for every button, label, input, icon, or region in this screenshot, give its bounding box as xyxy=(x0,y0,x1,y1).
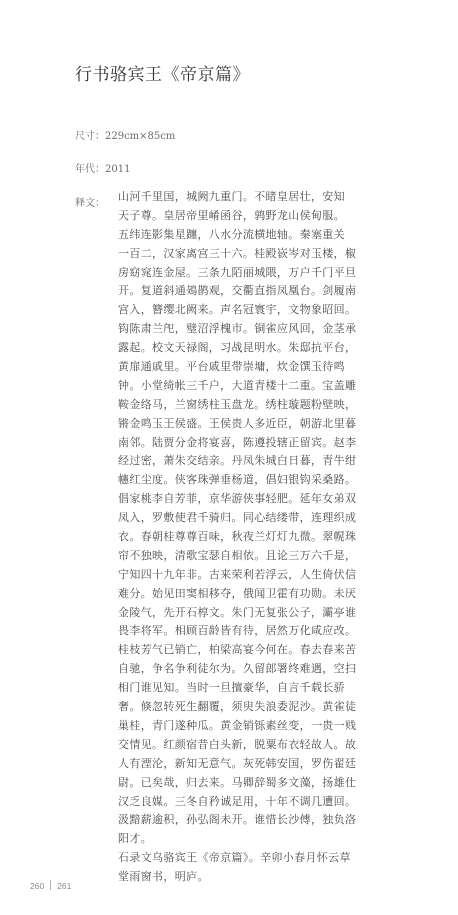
transcription-line: 幰红尘度。侠客珠弹垂杨道，倡妇银钩采桑路。 xyxy=(118,473,357,487)
transcription-line: 凤入，罗敷使君千骑归。同心结缕带，连理织成 xyxy=(118,511,357,525)
transcription-line: 难分。始见田窦相移夺，俄闻卫霍有功勋。未厌 xyxy=(118,586,357,600)
transcription-line: 相门谁见知。当时一旦擅豪华，自言千载长骄 xyxy=(118,681,345,695)
transcription-line: 鞍金络马，兰窗绣柱玉盘龙。绣柱璇题粉壁映， xyxy=(118,397,357,411)
transcription-line: 衣。春朝桂尊尊百味，秋夜兰灯灯九微。翠幌珠 xyxy=(118,530,357,544)
page-number-left: 260 xyxy=(30,881,45,891)
transcription-line: 金陵气，先开石椁文。朱门无复张公子，灞亭谁 xyxy=(118,605,357,619)
transcription-line: 阳才。 xyxy=(118,832,153,846)
page-numbers xyxy=(30,880,71,891)
transcription-line: 尉。已矣哉，归去来。马卿辞蜀多文藻，扬雄仕 xyxy=(118,775,357,789)
transcription-line: 宁知四十九年非。古来荣利若浮云，人生倚伏信 xyxy=(118,567,357,581)
year-text: 年代：2011 xyxy=(75,164,131,175)
transcription-line: 钟。小堂绮帐三千户，大道青楼十二重。宝盖雕 xyxy=(118,378,357,392)
transcription-line: 倡家桃李自芳菲，京华游侠事轻肥。延年女弟双 xyxy=(118,492,357,506)
transcription-line: 露起。校文天禄阁，习战昆明水。朱邸抗平台， xyxy=(118,341,357,355)
transcription-line: 奢。倏忽转死生翻覆，须臾失浪委泥沙。黄雀徒 xyxy=(118,700,357,714)
dimensions-text: 尺寸：229cm×85cm xyxy=(75,131,176,142)
transcription-line: 五纬连影集星躔，八水分流横地轴。秦塞重关 xyxy=(118,227,345,241)
transcription-line: 畏李将军。相顾百龄皆有待，居然万化咸应改。 xyxy=(118,624,357,638)
transcription-line: 石录文乌骆宾王《帝京篇》。辛卯小春月怀云草 xyxy=(118,851,351,865)
transcription-line: 锵金鸣玉王侯盛。王侯贵人多近臣，朝游北里暮 xyxy=(118,416,357,430)
transcription-line: 宫入，簪缨北阙来。声名冠寰宇，文物象昭回。 xyxy=(118,303,357,317)
transcription-line: 经过密，萧朱交结亲。丹凤朱城白日暮，青牛绀 xyxy=(118,454,357,468)
transcription-line: 钩陈肃兰戺，璧沼浮槐市。铜雀应风回，金茎承 xyxy=(118,322,357,336)
transcription-line: 山河千里国，城阙九重门。不睹皇居壮，安知 xyxy=(118,190,345,203)
transcription-line: 天子尊。皇居帝里崤函谷，鹑野龙山侯甸服。 xyxy=(118,208,345,222)
page-title: 行书骆宾王《帝京篇》 xyxy=(75,65,250,85)
transcription-line: 堂雨窗书，明庐。 xyxy=(118,870,209,884)
transcription-text xyxy=(118,188,418,887)
transcription-line: 南邻。陆贾分金将宴喜，陈遵投辖正留宾。赵李 xyxy=(118,435,357,449)
page-divider xyxy=(50,880,51,890)
transcription-line: 自驰，争名争利徒尔为。久留郎署终难遇，空扫 xyxy=(118,662,357,676)
transcription-line: 开。复道斜通鳷鹊观，交衢直指凤凰台。剑履南 xyxy=(118,284,357,298)
transcription-line: 交情见。红颜宿昔白头新，脱粟布衣轻故人。故 xyxy=(118,737,357,751)
transcription-line: 汉乏良媒。三冬自矜诚足用，十年不调几遭回。 xyxy=(118,794,357,808)
transcription-line: 巢桂，青门遂种瓜。黄金销铄素丝变，一贵一贱 xyxy=(118,718,357,732)
page-number-right: 261 xyxy=(57,881,72,891)
transcription-line: 帘不独映，清歌宝瑟自相依。且论三万六千是， xyxy=(118,548,357,562)
transcription-line: 黄扉通戚里。平台戚里带崇墉，炊金馔玉待鸣 xyxy=(118,360,345,374)
transcription-label: 释文： xyxy=(75,198,105,209)
transcription-line: 桂枝芳气已销亡，柏梁高宴今何在。春去春来苦 xyxy=(118,643,357,657)
transcription-line: 人有湮沦，新知无意气。灰死韩安国，罗伤翟廷 xyxy=(118,756,357,770)
transcription-line: 一百二，汉家离宫三十六。桂殿嵚岑对玉楼，椒 xyxy=(118,246,357,260)
transcription-line: 房窈窕连金屋。三条九陌丽城隈，万户千门平旦 xyxy=(118,265,357,279)
transcription-line: 汲黯薪逾积，孙弘阁未开。谁惜长沙傅，独负洛 xyxy=(118,813,357,827)
